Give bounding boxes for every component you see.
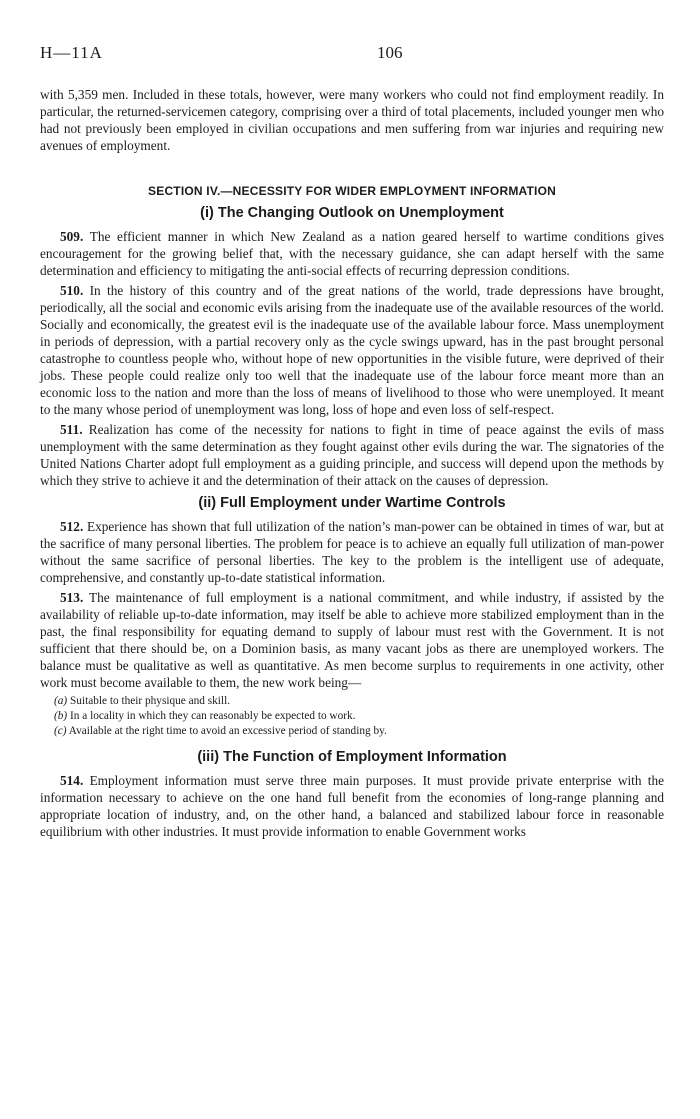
list-item-text: Suitable to their physique and skill.	[70, 695, 231, 707]
paragraph-511	[40, 421, 664, 489]
subsection-heading: (ii) Full Employment under Wartime Controls	[198, 495, 506, 511]
list-item-text: In a locality in which they can reasonably be expected to work.	[70, 710, 356, 722]
paragraph-text: The maintenance of full employment is a national commitment, and while industry, if assisted by the availability of reliable up-to-date information, may itself be able to achieve more stabilized employment than in the past, the final responsibility for equating demand to supply of labour must rest with the Government. It is not sufficient that there should be, on a Dominion basis, as many vacant jobs as there are unemployed workers. The balance must be qualitative as well as quantitative. As men become surplus to requirements in one activity, other work must become available to them, the new work being—	[40, 590, 665, 690]
paragraph-text: In the history of this country and of the great nations of the world, trade depressions have brought, periodically, all the social and economic evils arising from the inadequate use of the available resources of the world. Socially and economically, the greatest evil is the inadequate use of the available labour force. Mass unemployment in periods of depression, with a partial recovery only as the cycle swings upward, has in the past brought personal catastrophe to countless people who, without hope of new opportunities in the visible future, were deprived of their jobs. These people could realize only too well that the inadequate use of the labour force meant more than an economic loss to the nation and more than the loss of means of livelihood to those who were unemployed. It meant to the many whose period of unemployment was long, loss of hope and even loss of self-respect.	[40, 283, 664, 417]
paragraph-513	[40, 589, 664, 691]
page-body	[40, 86, 664, 843]
list-item-label: (a)	[54, 695, 68, 707]
paragraph-510	[40, 282, 664, 418]
subsection-heading: (iii) The Function of Employment Information	[197, 749, 507, 765]
subsection-heading: (i) The Changing Outlook on Unemployment	[200, 205, 504, 221]
paragraph-text: The efficient manner in which New Zealand as a nation geared herself to wartime conditions gives encouragement for the growing belief that, with the necessary guidance, she can adapt herself with the same determination and efficiency to mitigating the anti-social effects of recurring depression conditions.	[40, 229, 665, 278]
list-item	[54, 709, 664, 724]
list-item	[54, 724, 664, 739]
paragraph-514	[40, 772, 664, 840]
section-title: SECTION IV.—NECESSITY FOR WIDER EMPLOYMENT INFORMATION	[148, 184, 556, 198]
list-item-text: Available at the right time to avoid an excessive period of standing by.	[68, 725, 387, 737]
paragraph-number: 514.	[60, 773, 84, 788]
paragraph-text: Realization has come of the necessity for nations to fight in time of peace against the evils of mass unemployment with the same determination as they fought against other evils during the war. The signatories of the United Nations Charter adopt full employment as a guiding principle, and success will depend upon the methods by which they strive to achieve it and the determination of their attack on the causes of depression.	[40, 422, 664, 488]
document-series-code: H—11A	[40, 43, 103, 62]
list-item	[54, 694, 664, 709]
paragraph-number: 512.	[60, 519, 84, 534]
paragraph-number: 509.	[60, 229, 84, 244]
page-header	[40, 44, 660, 66]
continued-paragraph: with 5,359 men. Included in these totals, however, were many workers who could not find employment readily. In particular, the returned-servicemen category, comprising over a third of total placements, included younger men who had not previously been employed in civilian occupations and men suffering from war injuries and requiring new avenues of employment.	[40, 87, 664, 153]
paragraph-text: Experience has shown that full utilization of the nation’s man-power can be obtained in times of war, but at the sacrifice of many personal liberties. The problem for peace is to achieve an equally full utilization of man-power without the same sacrifice of personal liberties. The key to the problem is the intelligent use of adequate, comprehensive, and constantly up-to-date statistical information.	[40, 519, 665, 585]
paragraph-number: 510.	[60, 283, 84, 298]
paragraph-509	[40, 228, 664, 279]
list-item-label: (c)	[54, 725, 67, 737]
requirements-list	[40, 694, 664, 739]
paragraph-512	[40, 518, 664, 586]
page-number: 106	[377, 43, 403, 62]
list-item-label: (b)	[54, 710, 68, 722]
paragraph-text: Employment information must serve three main purposes. It must provide private enterprise with the information necessary to achieve on the one hand full benefit from the economies of long-range planning and appropriate location of industry, and, on the other hand, a balanced and stabilized labour force in reasonable equilibrium with other industries. It must provide information to enable Government works	[40, 773, 665, 839]
paragraph-number: 511.	[60, 422, 83, 437]
paragraph-number: 513.	[60, 590, 84, 605]
